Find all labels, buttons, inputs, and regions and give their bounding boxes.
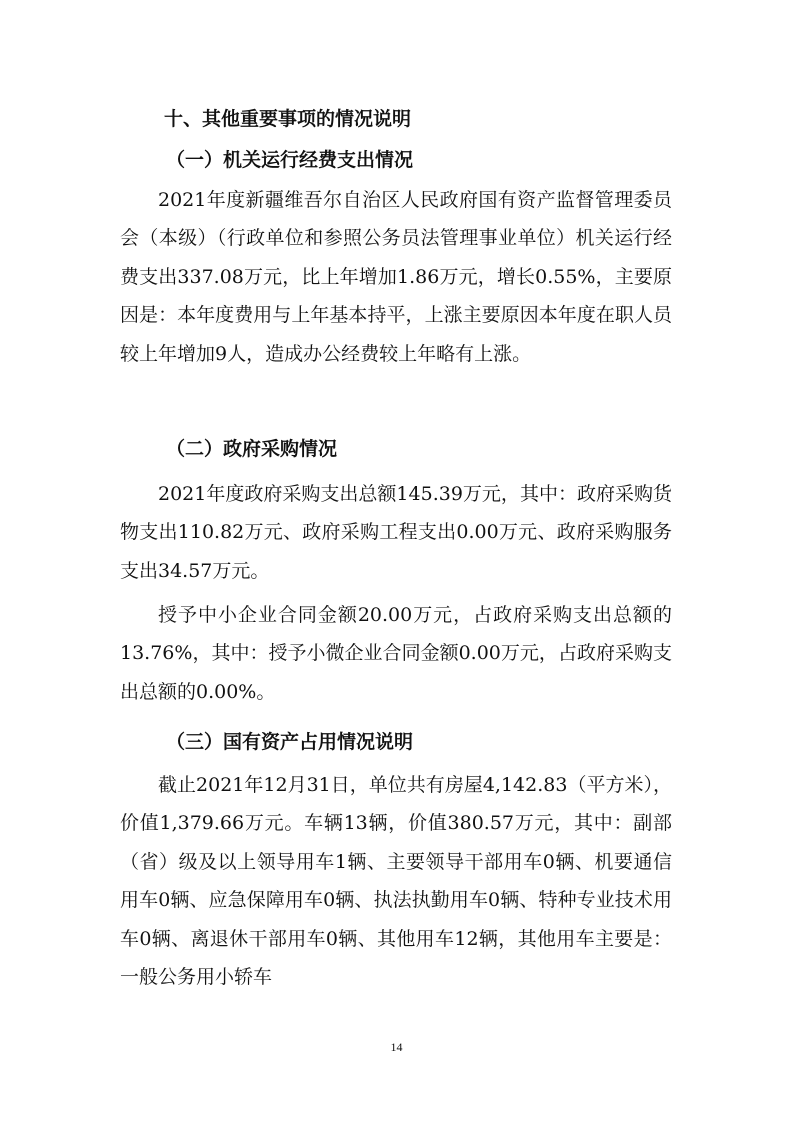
- paragraph-state-assets: 截止2021年12月31日，单位共有房屋4,142.83（平方米），价值1,379.66万元。车辆13辆，价值380.57万元，其中：副部（省）级及以上领导用车1辆、主要领导干部用车0辆、机要通信用车0辆、应急保障用车0辆、执法执勤用车0辆、特种专业技术用车0辆、离退休干部用车0辆、其他用车12辆，其他用车主要是：一般公务用小轿车: [120, 774, 672, 989]
- subsection-title-operating-expenses: （一）机关运行经费支出情况: [166, 149, 414, 171]
- subsection-title-government-procurement: （二）政府采购情况: [166, 438, 338, 460]
- paragraph-procurement-totals: 2021年度政府采购支出总额145.39万元，其中：政府采购货物支出110.82万元、政府采购工程支出0.00万元、政府采购服务支出34.57万元。: [120, 483, 672, 582]
- paragraph-operating-expenses: 2021年度新疆维吾尔自治区人民政府国有资产监督管理委员会（本级）（行政单位和参照公务员法管理事业单位）机关运行经费支出337.08万元，比上年增加1.86万元，增长0.55%，主要原因是：本年度费用与上年基本持平，上涨主要原因本年度在职人员较上年增加9人，造成办公经费较上年略有上涨。: [120, 189, 672, 365]
- section-title: 十、其他重要事项的情况说明: [164, 108, 412, 130]
- paragraph-sme-contracts: 授予中小企业合同金额20.00万元，占政府采购支出总额的13.76%，其中：授予小微企业合同金额0.00万元，占政府采购支出总额的0.00%。: [120, 604, 672, 703]
- page-number: 14: [390, 1040, 403, 1054]
- subsection-title-state-assets: （三）国有资产占用情况说明: [166, 731, 414, 753]
